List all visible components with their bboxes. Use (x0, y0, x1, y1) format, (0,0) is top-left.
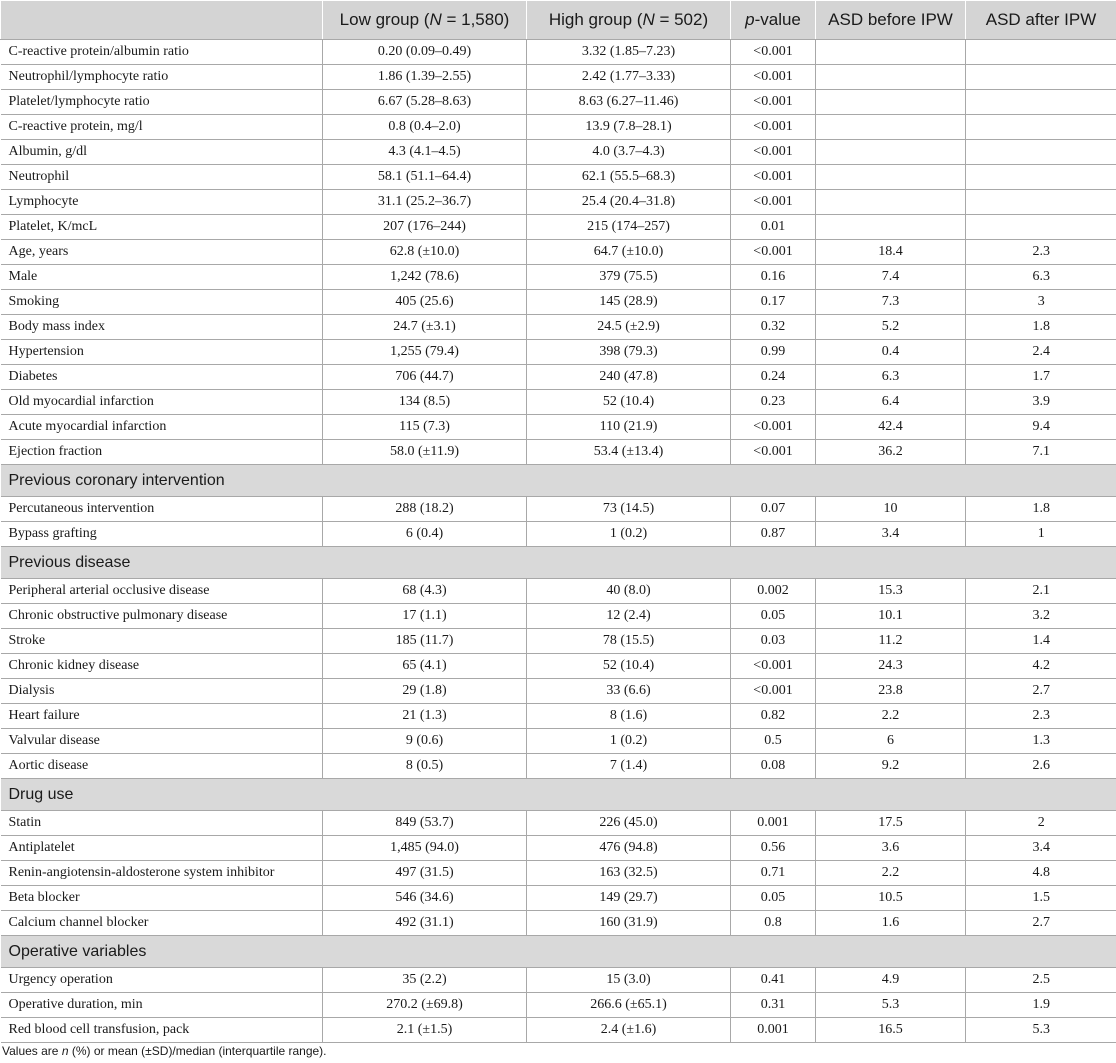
high-group-value: 8.63 (6.27–11.46) (527, 90, 731, 115)
low-group-value: 6.67 (5.28–8.63) (323, 90, 527, 115)
high-group-value: 40 (8.0) (527, 579, 731, 604)
section-title: Previous disease (1, 547, 1116, 579)
asd-after-value: 1.9 (966, 993, 1116, 1018)
table-row (1, 836, 1116, 861)
table-row (1, 497, 1116, 522)
row-label: Antiplatelet (1, 836, 323, 861)
asd-after-value: 2.3 (966, 704, 1116, 729)
p-value: 0.17 (731, 290, 816, 315)
table-row (1, 968, 1116, 993)
low-group-value: 31.1 (25.2–36.7) (323, 190, 527, 215)
p-value: <0.001 (731, 190, 816, 215)
low-group-value: 1.86 (1.39–2.55) (323, 65, 527, 90)
row-label: C-reactive protein, mg/l (1, 115, 323, 140)
asd-after-value: 2 (966, 811, 1116, 836)
table-row (1, 654, 1116, 679)
row-label: Body mass index (1, 315, 323, 340)
asd-before-value (816, 115, 966, 140)
row-label: Statin (1, 811, 323, 836)
asd-after-value: 4.2 (966, 654, 1116, 679)
low-group-value: 2.1 (±1.5) (323, 1018, 527, 1043)
asd-after-value: 3 (966, 290, 1116, 315)
p-value: 0.07 (731, 497, 816, 522)
header-row (1, 1, 1116, 40)
asd-after-value: 3.2 (966, 604, 1116, 629)
asd-before-value (816, 215, 966, 240)
header-low-group: Low group (N = 1,580) (323, 1, 527, 40)
asd-before-value (816, 165, 966, 190)
p-value: 0.41 (731, 968, 816, 993)
asd-before-value: 6 (816, 729, 966, 754)
low-group-value: 185 (11.7) (323, 629, 527, 654)
asd-after-value: 1.3 (966, 729, 1116, 754)
section-header-row (1, 779, 1116, 811)
low-group-value: 21 (1.3) (323, 704, 527, 729)
asd-before-value: 15.3 (816, 579, 966, 604)
low-group-value: 706 (44.7) (323, 365, 527, 390)
row-label: Aortic disease (1, 754, 323, 779)
table-row (1, 415, 1116, 440)
row-label: C-reactive protein/albumin ratio (1, 40, 323, 65)
p-value: <0.001 (731, 90, 816, 115)
table-row (1, 522, 1116, 547)
low-group-value: 115 (7.3) (323, 415, 527, 440)
high-group-value: 240 (47.8) (527, 365, 731, 390)
low-group-value: 288 (18.2) (323, 497, 527, 522)
table-row (1, 165, 1116, 190)
low-group-value: 492 (31.1) (323, 911, 527, 936)
table-row (1, 265, 1116, 290)
asd-after-value (966, 40, 1116, 65)
p-value: <0.001 (731, 679, 816, 704)
p-value: 0.001 (731, 1018, 816, 1043)
row-label: Lymphocyte (1, 190, 323, 215)
row-label: Platelet, K/mcL (1, 215, 323, 240)
asd-before-value: 11.2 (816, 629, 966, 654)
p-value: <0.001 (731, 240, 816, 265)
asd-after-value: 2.7 (966, 911, 1116, 936)
low-group-value: 546 (34.6) (323, 886, 527, 911)
p-value: <0.001 (731, 654, 816, 679)
table-row (1, 240, 1116, 265)
low-group-value: 849 (53.7) (323, 811, 527, 836)
section-header-row (1, 547, 1116, 579)
low-group-value: 1,255 (79.4) (323, 340, 527, 365)
low-group-value: 1,485 (94.0) (323, 836, 527, 861)
row-label: Platelet/lymphocyte ratio (1, 90, 323, 115)
high-group-value: 2.4 (±1.6) (527, 1018, 731, 1043)
high-group-value: 398 (79.3) (527, 340, 731, 365)
low-group-value: 0.20 (0.09–0.49) (323, 40, 527, 65)
asd-after-value: 4.8 (966, 861, 1116, 886)
low-group-value: 0.8 (0.4–2.0) (323, 115, 527, 140)
asd-after-value: 2.1 (966, 579, 1116, 604)
table-row (1, 579, 1116, 604)
p-value: 0.32 (731, 315, 816, 340)
asd-before-value (816, 65, 966, 90)
high-group-value: 12 (2.4) (527, 604, 731, 629)
asd-after-value: 2.4 (966, 340, 1116, 365)
high-group-value: 62.1 (55.5–68.3) (527, 165, 731, 190)
asd-before-value: 24.3 (816, 654, 966, 679)
p-value: <0.001 (731, 140, 816, 165)
low-group-value: 4.3 (4.1–4.5) (323, 140, 527, 165)
high-group-value: 1 (0.2) (527, 522, 731, 547)
table-row (1, 993, 1116, 1018)
asd-before-value: 9.2 (816, 754, 966, 779)
asd-before-value: 36.2 (816, 440, 966, 465)
row-label: Percutaneous intervention (1, 497, 323, 522)
low-group-value: 35 (2.2) (323, 968, 527, 993)
asd-after-value: 3.9 (966, 390, 1116, 415)
asd-before-value: 7.4 (816, 265, 966, 290)
asd-before-value: 23.8 (816, 679, 966, 704)
high-group-value: 476 (94.8) (527, 836, 731, 861)
low-group-value: 17 (1.1) (323, 604, 527, 629)
section-header-row (1, 936, 1116, 968)
asd-after-value: 6.3 (966, 265, 1116, 290)
asd-before-value: 10.5 (816, 886, 966, 911)
row-label: Chronic obstructive pulmonary disease (1, 604, 323, 629)
asd-before-value: 3.6 (816, 836, 966, 861)
low-group-value: 497 (31.5) (323, 861, 527, 886)
row-label: Heart failure (1, 704, 323, 729)
asd-after-value: 1.8 (966, 315, 1116, 340)
table-footnote: Values are n (%) or mean (±SD)/median (interquartile range). (2, 1044, 327, 1058)
table-row (1, 215, 1116, 240)
asd-before-value: 10.1 (816, 604, 966, 629)
high-group-value: 149 (29.7) (527, 886, 731, 911)
high-group-value: 145 (28.9) (527, 290, 731, 315)
row-label: Operative duration, min (1, 993, 323, 1018)
asd-before-value: 7.3 (816, 290, 966, 315)
asd-after-value: 5.3 (966, 1018, 1116, 1043)
row-label: Diabetes (1, 365, 323, 390)
asd-before-value: 0.4 (816, 340, 966, 365)
row-label: Chronic kidney disease (1, 654, 323, 679)
header-high-group: High group (N = 502) (527, 1, 731, 40)
high-group-value: 33 (6.6) (527, 679, 731, 704)
table-row (1, 290, 1116, 315)
high-group-value: 226 (45.0) (527, 811, 731, 836)
high-group-value: 64.7 (±10.0) (527, 240, 731, 265)
table-row (1, 440, 1116, 465)
row-label: Peripheral arterial occlusive disease (1, 579, 323, 604)
asd-before-value: 10 (816, 497, 966, 522)
table-row (1, 1018, 1116, 1043)
row-label: Renin-angiotensin-aldosterone system inhibitor (1, 861, 323, 886)
p-value: 0.01 (731, 215, 816, 240)
table-row (1, 629, 1116, 654)
asd-before-value (816, 40, 966, 65)
asd-before-value: 5.2 (816, 315, 966, 340)
asd-before-value (816, 190, 966, 215)
high-group-value: 1 (0.2) (527, 729, 731, 754)
section-title: Drug use (1, 779, 1116, 811)
table-row (1, 40, 1116, 65)
asd-after-value: 9.4 (966, 415, 1116, 440)
p-value: 0.03 (731, 629, 816, 654)
table-row (1, 729, 1116, 754)
row-label: Hypertension (1, 340, 323, 365)
low-group-value: 1,242 (78.6) (323, 265, 527, 290)
row-label: Beta blocker (1, 886, 323, 911)
p-value: 0.23 (731, 390, 816, 415)
high-group-value: 52 (10.4) (527, 390, 731, 415)
high-group-value: 15 (3.0) (527, 968, 731, 993)
section-title: Operative variables (1, 936, 1116, 968)
table-row (1, 315, 1116, 340)
p-value: 0.56 (731, 836, 816, 861)
row-label: Male (1, 265, 323, 290)
asd-after-value (966, 140, 1116, 165)
asd-before-value: 5.3 (816, 993, 966, 1018)
high-group-value: 24.5 (±2.9) (527, 315, 731, 340)
table-body (1, 40, 1116, 1043)
p-value: 0.99 (731, 340, 816, 365)
asd-after-value: 1.4 (966, 629, 1116, 654)
asd-after-value: 2.3 (966, 240, 1116, 265)
table-row (1, 911, 1116, 936)
p-value: <0.001 (731, 115, 816, 140)
p-value: 0.31 (731, 993, 816, 1018)
table-row (1, 90, 1116, 115)
row-label: Smoking (1, 290, 323, 315)
low-group-value: 9 (0.6) (323, 729, 527, 754)
high-group-value: 2.42 (1.77–3.33) (527, 65, 731, 90)
low-group-value: 29 (1.8) (323, 679, 527, 704)
table-row (1, 115, 1116, 140)
p-value: 0.5 (731, 729, 816, 754)
table-row (1, 704, 1116, 729)
asd-before-value: 1.6 (816, 911, 966, 936)
asd-after-value (966, 165, 1116, 190)
p-value: 0.8 (731, 911, 816, 936)
asd-before-value: 17.5 (816, 811, 966, 836)
p-value: <0.001 (731, 65, 816, 90)
row-label: Ejection fraction (1, 440, 323, 465)
p-value: 0.16 (731, 265, 816, 290)
low-group-value: 270.2 (±69.8) (323, 993, 527, 1018)
p-value: 0.87 (731, 522, 816, 547)
high-group-value: 215 (174–257) (527, 215, 731, 240)
table-row (1, 390, 1116, 415)
asd-before-value: 6.4 (816, 390, 966, 415)
high-group-value: 73 (14.5) (527, 497, 731, 522)
table-row (1, 190, 1116, 215)
p-value: 0.08 (731, 754, 816, 779)
row-label: Red blood cell transfusion, pack (1, 1018, 323, 1043)
p-value: 0.05 (731, 886, 816, 911)
asd-after-value: 1 (966, 522, 1116, 547)
row-label: Age, years (1, 240, 323, 265)
asd-after-value: 1.8 (966, 497, 1116, 522)
asd-before-value: 16.5 (816, 1018, 966, 1043)
p-value: <0.001 (731, 415, 816, 440)
row-label: Dialysis (1, 679, 323, 704)
high-group-value: 25.4 (20.4–31.8) (527, 190, 731, 215)
section-title: Previous coronary intervention (1, 465, 1116, 497)
p-value: <0.001 (731, 440, 816, 465)
table-row (1, 65, 1116, 90)
asd-after-value: 2.5 (966, 968, 1116, 993)
p-value: 0.24 (731, 365, 816, 390)
high-group-value: 163 (32.5) (527, 861, 731, 886)
row-label: Neutrophil/lymphocyte ratio (1, 65, 323, 90)
table-row (1, 604, 1116, 629)
p-value: 0.05 (731, 604, 816, 629)
asd-before-value (816, 90, 966, 115)
asd-after-value: 3.4 (966, 836, 1116, 861)
p-value: <0.001 (731, 165, 816, 190)
header-p-value: p-value (731, 1, 816, 40)
row-label: Albumin, g/dl (1, 140, 323, 165)
header-asd-after: ASD after IPW (966, 1, 1116, 40)
low-group-value: 405 (25.6) (323, 290, 527, 315)
p-value: 0.001 (731, 811, 816, 836)
asd-after-value (966, 215, 1116, 240)
high-group-value: 52 (10.4) (527, 654, 731, 679)
table-row (1, 754, 1116, 779)
low-group-value: 134 (8.5) (323, 390, 527, 415)
high-group-value: 7 (1.4) (527, 754, 731, 779)
asd-after-value: 1.7 (966, 365, 1116, 390)
high-group-value: 379 (75.5) (527, 265, 731, 290)
asd-after-value: 2.6 (966, 754, 1116, 779)
row-label: Stroke (1, 629, 323, 654)
low-group-value: 24.7 (±3.1) (323, 315, 527, 340)
table-row (1, 679, 1116, 704)
asd-before-value: 4.9 (816, 968, 966, 993)
section-header-row (1, 465, 1116, 497)
asd-after-value: 1.5 (966, 886, 1116, 911)
p-value: 0.71 (731, 861, 816, 886)
asd-after-value (966, 115, 1116, 140)
asd-before-value: 6.3 (816, 365, 966, 390)
p-value: <0.001 (731, 40, 816, 65)
high-group-value: 160 (31.9) (527, 911, 731, 936)
low-group-value: 62.8 (±10.0) (323, 240, 527, 265)
table-row (1, 365, 1116, 390)
low-group-value: 6 (0.4) (323, 522, 527, 547)
asd-before-value: 3.4 (816, 522, 966, 547)
header-blank (1, 1, 323, 40)
asd-before-value: 18.4 (816, 240, 966, 265)
table-row (1, 861, 1116, 886)
low-group-value: 58.1 (51.1–64.4) (323, 165, 527, 190)
asd-before-value: 2.2 (816, 861, 966, 886)
table-row (1, 140, 1116, 165)
asd-after-value (966, 65, 1116, 90)
table-row (1, 340, 1116, 365)
low-group-value: 207 (176–244) (323, 215, 527, 240)
asd-after-value: 2.7 (966, 679, 1116, 704)
row-label: Neutrophil (1, 165, 323, 190)
low-group-value: 65 (4.1) (323, 654, 527, 679)
row-label: Calcium channel blocker (1, 911, 323, 936)
row-label: Old myocardial infarction (1, 390, 323, 415)
high-group-value: 3.32 (1.85–7.23) (527, 40, 731, 65)
asd-after-value (966, 190, 1116, 215)
low-group-value: 58.0 (±11.9) (323, 440, 527, 465)
asd-before-value: 2.2 (816, 704, 966, 729)
asd-after-value: 7.1 (966, 440, 1116, 465)
table-row (1, 886, 1116, 911)
asd-before-value: 42.4 (816, 415, 966, 440)
low-group-value: 8 (0.5) (323, 754, 527, 779)
p-value: 0.82 (731, 704, 816, 729)
high-group-value: 13.9 (7.8–28.1) (527, 115, 731, 140)
p-value: 0.002 (731, 579, 816, 604)
row-label: Bypass grafting (1, 522, 323, 547)
high-group-value: 8 (1.6) (527, 704, 731, 729)
high-group-value: 53.4 (±13.4) (527, 440, 731, 465)
row-label: Acute myocardial infarction (1, 415, 323, 440)
asd-after-value (966, 90, 1116, 115)
low-group-value: 68 (4.3) (323, 579, 527, 604)
row-label: Urgency operation (1, 968, 323, 993)
asd-before-value (816, 140, 966, 165)
row-label: Valvular disease (1, 729, 323, 754)
high-group-value: 78 (15.5) (527, 629, 731, 654)
high-group-value: 110 (21.9) (527, 415, 731, 440)
table-row (1, 811, 1116, 836)
high-group-value: 4.0 (3.7–4.3) (527, 140, 731, 165)
header-asd-before: ASD before IPW (816, 1, 966, 40)
high-group-value: 266.6 (±65.1) (527, 993, 731, 1018)
